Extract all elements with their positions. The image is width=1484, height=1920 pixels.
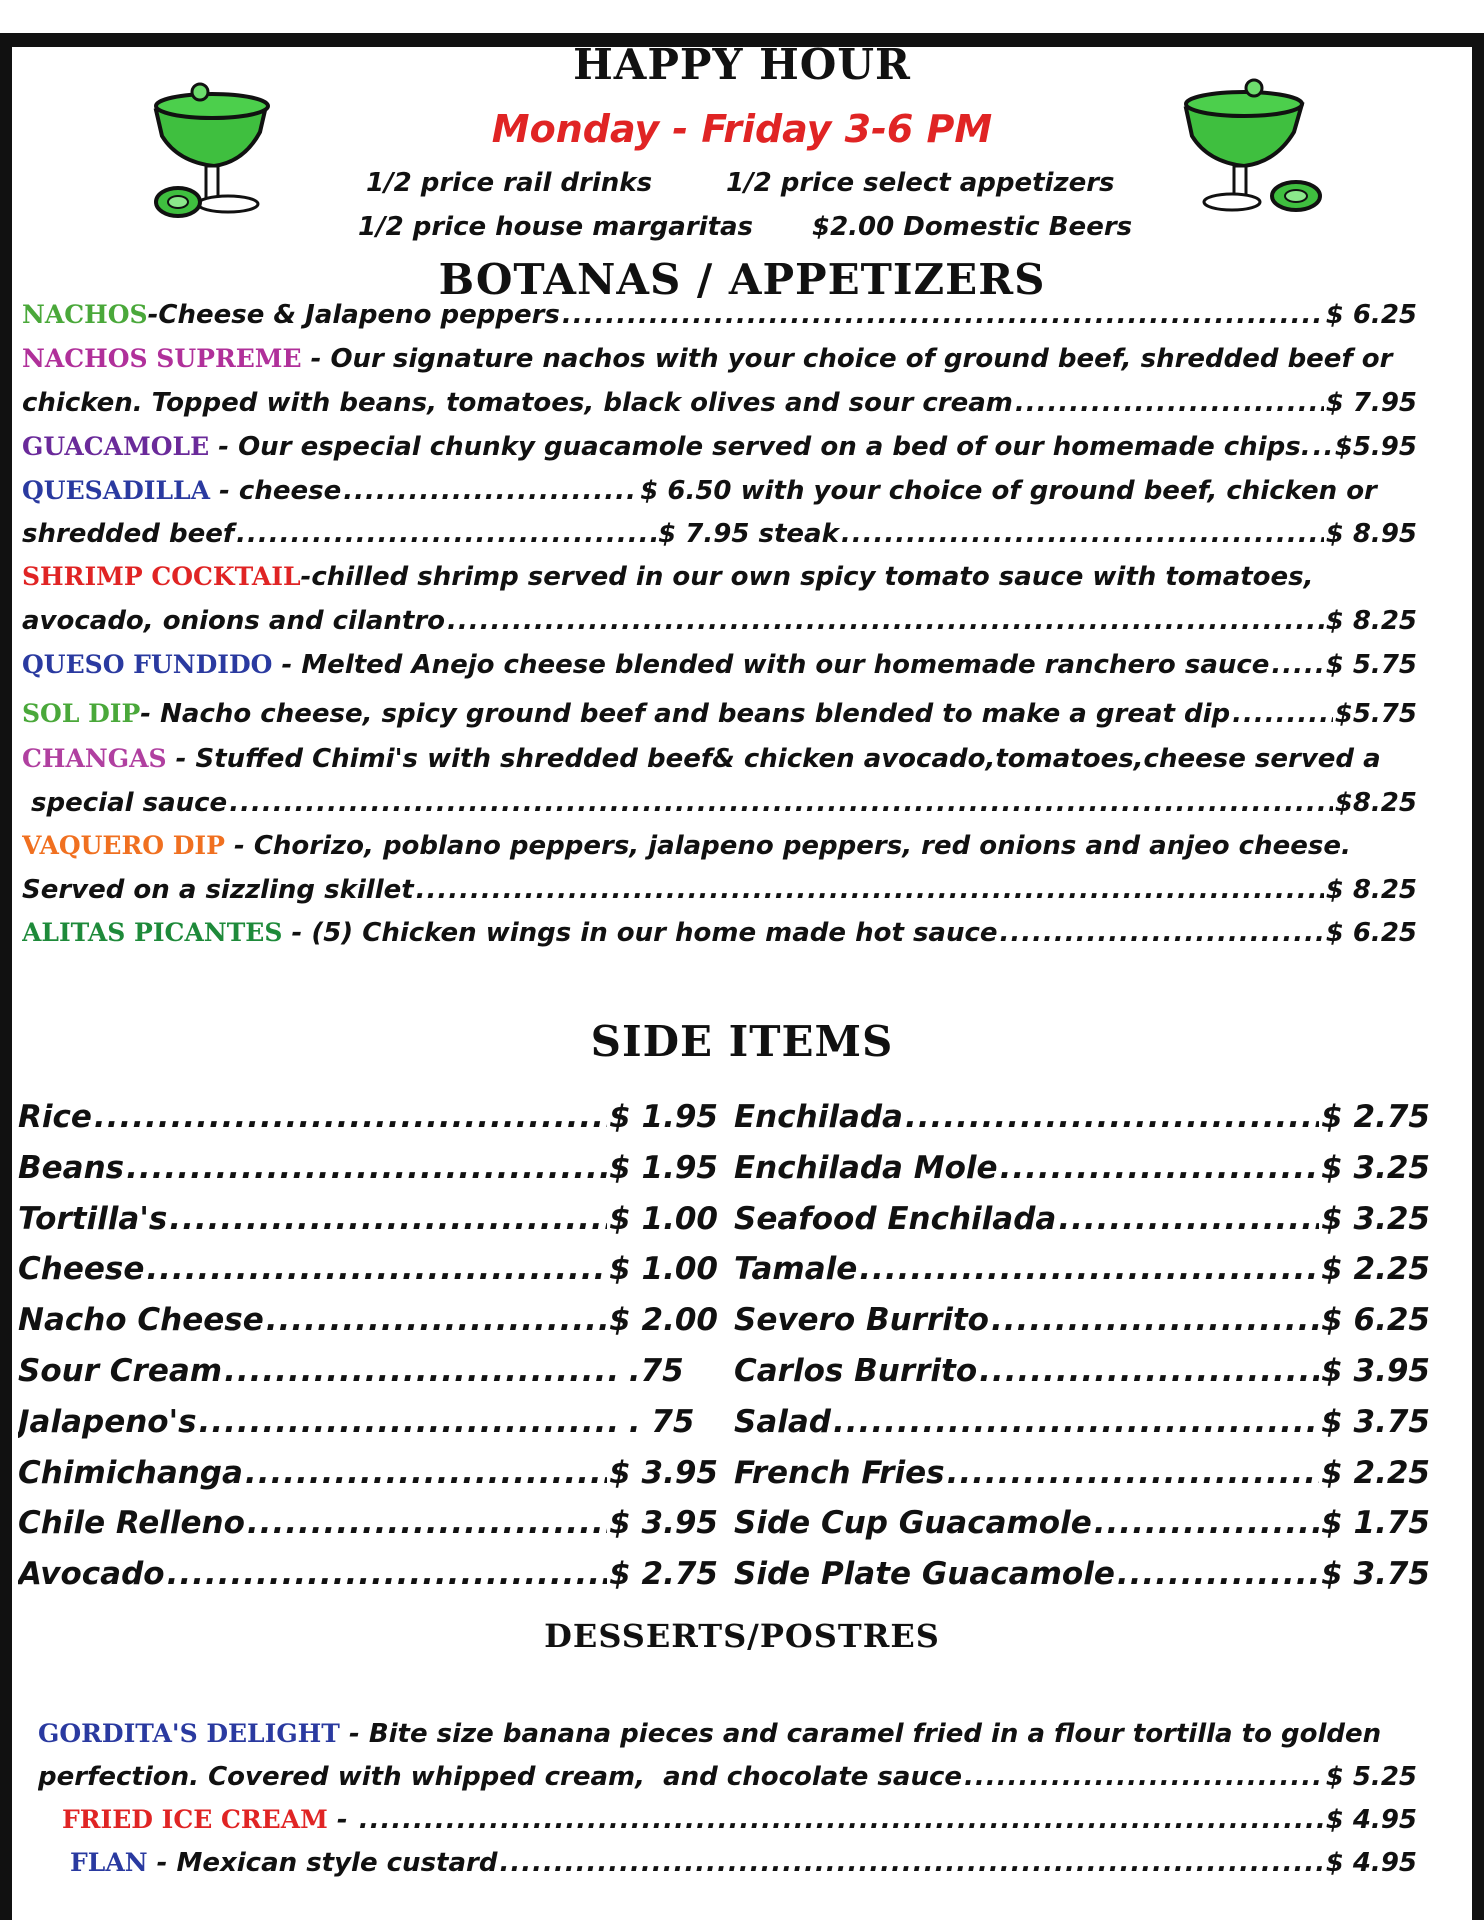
menu-line [22,915,1417,951]
side-item-name: Side Plate Guacamole [734,1556,1115,1593]
side-item-price: $ 3.75 [1321,1556,1430,1593]
menu-line [22,603,1417,639]
item-price: $ 8.25 [1325,606,1417,636]
item-name: GORDITA'S DELIGHT [38,1719,340,1748]
item-description: Melted Anejo cheese blended with our homemade ranchero sauce [301,650,1270,680]
side-item-name: Tamale [734,1251,858,1288]
menu-line [22,696,1417,732]
menu-line [22,559,1417,595]
dot-leader [343,473,638,509]
dot-leader [1313,429,1333,465]
item-description: Cheese & Jalapeno peppers [158,300,560,330]
item-description: Our especial chunky guacamole served on a bed of our homemade chips. [238,432,1311,462]
item-description: Served on a sizzling skillet [22,875,414,905]
separator: - [339,1719,369,1749]
side-item-price: $ 3.25 [1321,1149,1430,1186]
special-appetizers: 1/2 price select appetizers [726,168,1115,198]
menu-line [22,516,1417,552]
side-item-name: Carlos Burrito [734,1352,978,1389]
side-item-price: $ 3.75 [1321,1403,1430,1440]
item-description: Our signature nachos with your choice of ground beef, shredded beef or [330,344,1393,374]
menu-line [22,473,1417,509]
menu-line [22,385,1417,421]
item-price: $ 4.95 [1325,1805,1417,1835]
special-rail-drinks: 1/2 price rail drinks [366,168,653,198]
dot-leader [229,785,1333,821]
dot-leader [991,1295,1319,1346]
dot-leader [359,1802,1324,1838]
side-item [734,1397,1430,1448]
side-item [734,1143,1430,1194]
side-item-name: Chimichanga [18,1454,243,1491]
side-item [18,1448,718,1499]
side-item [734,1448,1430,1499]
separator: - [166,744,196,774]
side-item-price: $ 6.25 [1321,1302,1430,1339]
item-description: chicken. Topped with beans, tomatoes, black olives and sour cream [22,388,1013,418]
side-items-left-column [18,1092,718,1600]
side-item [734,1498,1430,1549]
dot-leader [1058,1194,1319,1245]
side-item-name: Beans [18,1149,125,1186]
side-item-name: Side Cup Guacamole [734,1505,1092,1542]
dot-leader [964,1759,1324,1795]
side-item-name: Cheese [18,1251,145,1288]
item-description: perfection. Covered with whipped cream, and chocolate sauce [38,1762,963,1792]
dot-leader [833,1397,1319,1448]
dot-leader [236,516,656,552]
dot-leader [447,603,1324,639]
side-items-heading: SIDE ITEMS [590,1017,894,1066]
side-item-name: Avocado [18,1556,165,1593]
side-item [18,1194,718,1245]
happy-hour-title: HAPPY HOUR [573,40,911,89]
item-price: $ 7.95 [1325,388,1417,418]
side-item [18,1244,718,1295]
item-description: avocado, onions and cilantro [22,606,446,636]
dot-leader [905,1092,1319,1143]
side-item-name: Rice [18,1099,92,1135]
item-name: FLAN [70,1848,148,1877]
side-item-name: Severo Burrito [734,1302,989,1339]
item-price: $5.75 [1334,699,1417,729]
dot-leader [1000,915,1324,951]
item-price: $ 8.25 [1325,875,1417,905]
appetizers-heading: BOTANAS / APPETIZERS [438,255,1046,304]
item-price: $8.25 [1334,788,1417,818]
side-item [18,1498,718,1549]
dot-leader [146,1244,607,1295]
side-item-name: Nacho Cheese [18,1302,264,1339]
side-item-price: $ 3.25 [1321,1200,1430,1237]
menu-line [22,741,1417,777]
side-item [18,1397,718,1448]
side-item-price: . 75 [618,1403,695,1440]
item-price: $ 5.25 [1325,1762,1417,1792]
item-price: $ 6.25 [1325,918,1417,948]
side-item-price: $ 2.75 [1321,1099,1430,1135]
separator: - [140,699,152,729]
desserts-heading: DESSERTS/POSTRES [544,1617,940,1655]
side-item [18,1143,718,1194]
item-description: (5) Chicken wings in our home made hot sauce [311,918,998,948]
side-item [734,1295,1430,1346]
separator: - [209,432,239,462]
side-item-name: Jalapeno's [18,1403,197,1440]
item-price: $5.95 [1334,432,1417,462]
item-description: Bite size banana pieces and caramel fried in a flour tortilla to golden [368,1719,1382,1749]
dot-leader [499,1845,1323,1881]
item-name: SHRIMP COCKTAIL [22,562,301,591]
dot-leader [1094,1498,1319,1549]
side-item [734,1346,1430,1397]
side-items-right-column [734,1092,1430,1600]
item-description: special sauce [22,788,228,818]
dot-leader [94,1092,607,1143]
menu-line [22,872,1417,908]
item-price: $ 6.50 with your choice of ground beef, chicken or [640,476,1377,506]
dot-leader [841,516,1324,552]
side-item-price: $ 3.95 [609,1454,718,1491]
dessert-line [62,1802,1417,1838]
dot-leader [947,1448,1320,1499]
separator: - [272,650,302,680]
dot-leader [859,1244,1319,1295]
side-item-price: $ 2.25 [1321,1454,1430,1491]
steak-price: $ 8.95 [1325,519,1417,549]
dot-leader [199,1397,616,1448]
item-name: QUESADILLA [22,476,211,505]
dot-leader [126,1143,607,1194]
item-name: SOL DIP [22,699,141,728]
separator: - [210,476,239,506]
separator: - [282,918,312,948]
menu-line [22,828,1417,864]
item-price: $ 4.95 [1325,1848,1417,1878]
dot-leader [247,1498,607,1549]
side-item [18,1549,718,1600]
item-name: GUACAMOLE [22,432,210,461]
dot-leader [1232,696,1333,732]
item-description: Chorizo, poblano peppers, jalapeno peppers, red onions and anjeo cheese. [253,831,1351,861]
side-item [18,1346,718,1397]
dessert-line [70,1845,1417,1881]
item-description: cheese [238,476,342,506]
item-description: Nacho cheese, spicy ground beef and beans blended to make a great dip [151,699,1231,729]
menu-line [22,429,1417,465]
side-item-price: $ 1.95 [609,1099,718,1135]
item-description: shredded beef [22,519,235,549]
side-item-price: $ 2.00 [609,1302,718,1339]
side-item-price: $ 2.75 [609,1556,718,1593]
dot-leader [562,297,1324,333]
side-item-price: .75 [618,1352,684,1389]
separator: - [224,831,254,861]
side-item-name: Enchilada [734,1099,903,1135]
side-item-price: $ 3.95 [1321,1352,1430,1389]
dessert-line [38,1759,1417,1795]
dot-leader [245,1448,607,1499]
dot-leader [416,872,1324,908]
item-name: VAQUERO DIP [22,831,225,860]
item-name: NACHOS [22,300,148,329]
item-name: QUESO FUNDIDO [22,650,273,679]
item-name: ALITAS PICANTES [22,918,283,947]
dot-leader [1015,385,1324,421]
menu-line [22,647,1417,683]
dot-leader [1117,1549,1319,1600]
side-item-name: Salad [734,1403,831,1440]
separator: - [147,300,159,330]
item-price: $ 7.95 steak [658,519,839,549]
dot-leader [167,1549,608,1600]
side-item-name: Tortilla's [18,1200,168,1237]
side-item [18,1092,718,1143]
side-item-price: $ 3.95 [609,1505,718,1542]
side-item-price: $ 2.25 [1321,1251,1430,1288]
dot-leader [1000,1143,1320,1194]
item-price: $ 5.75 [1325,650,1417,680]
special-margaritas: 1/2 price house margaritas [358,212,754,242]
side-item-price: $ 1.95 [609,1149,718,1186]
happy-hour-days: Monday - Friday 3-6 PM [491,107,993,151]
item-description: Mexican style custard [176,1848,498,1878]
item-name: FRIED ICE CREAM [62,1805,328,1834]
side-item-price: $ 1.00 [609,1200,718,1237]
dot-leader [266,1295,607,1346]
special-domestic-beers: $2.00 Domestic Beers [812,212,1133,242]
item-description: chilled shrimp served in our own spicy tomato sauce with tomatoes, [311,562,1314,592]
side-item [734,1194,1430,1245]
side-item-name: Chile Relleno [18,1505,245,1542]
item-name: NACHOS SUPREME [22,344,302,373]
menu-line [22,785,1417,821]
dot-leader [979,1346,1319,1397]
side-item [734,1549,1430,1600]
separator: - [327,1805,357,1835]
separator: - [147,1848,177,1878]
dessert-line [38,1716,1417,1752]
side-item-name: Sour Cream [18,1352,223,1389]
dot-leader [1271,647,1323,683]
side-item [734,1092,1430,1143]
side-item-price: $ 1.75 [1321,1505,1430,1542]
side-item-name: Enchilada Mole [734,1149,998,1186]
side-item [734,1244,1430,1295]
menu-line [22,341,1417,377]
dot-leader [224,1346,616,1397]
item-name: CHANGAS [22,744,167,773]
item-price: $ 6.25 [1325,300,1417,330]
separator: - [300,562,312,592]
separator: - [301,344,331,374]
item-description: Stuffed Chimi's with shredded beef& chicken avocado,tomatoes,cheese served a [195,744,1381,774]
side-item [18,1295,718,1346]
menu-line [22,297,1417,333]
dot-leader [169,1194,607,1245]
side-item-price: $ 1.00 [609,1251,718,1288]
side-item-name: Seafood Enchilada [734,1200,1057,1237]
side-item-name: French Fries [734,1454,945,1491]
